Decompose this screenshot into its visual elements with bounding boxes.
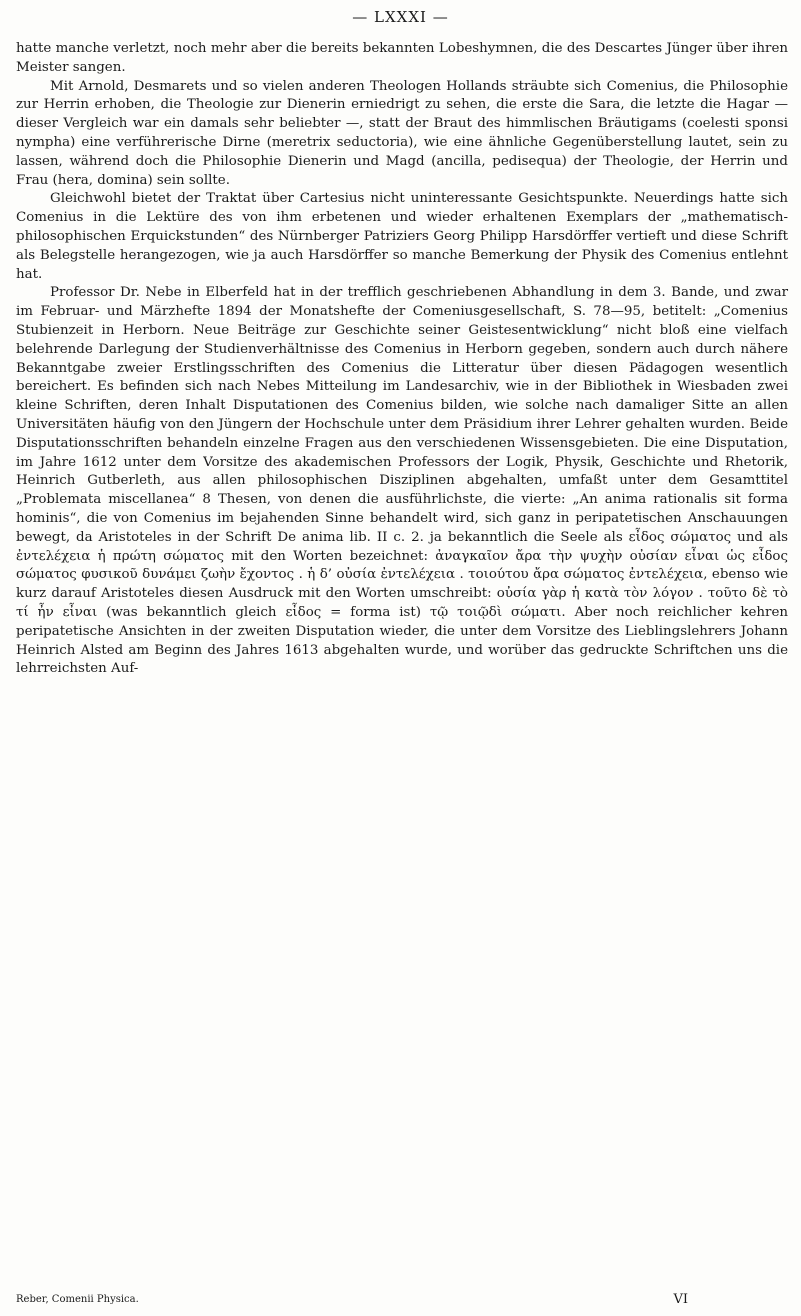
- paragraph: Professor Dr. Nebe in Elberfeld hat in der trefflich geschriebenen Abhandlung in dem 3. Bande, und zwar im Februar- und Märzhefte 1894 der Monatshefte der Comeniusgesellschaft, S. 78—95, betitelt: „Comenius Stubienzeit in Herborn. Neue Beiträge zur Geschichte seiner Geistesentwicklung“ nicht bloß eine vielfach belehrende Darlegung der Studienverhältnisse des Comenius in Herborn gegeben, sondern auch durch nähere Bekanntgabe zweier Erstlingsschriften des Comenius die Litteratur über diesen Pädagogen wesentlich bereichert. Es befinden sich nach Nebes Mitteilung im Landesarchiv, wie in der Bibliothek in Wiesbaden zwei kleine Schriften, deren Inhalt Disputationen des Comenius bilden, wie solche nach damaliger Sitte an allen Universitäten häufig von den Jüngern der Hochschule unter dem Präsidium ihrer Lehrer gehalten wurden. Beide Disputationsschriften behandeln einzelne Fragen aus den verschiedenen Wissensgebieten. Die eine Disputation, im Jahre 1612 unter dem Vorsitze des akademischen Professors der Logik, Physik, Geschichte und Rhetorik, Heinrich Gutberleth, aus allen philosophischen Disziplinen abgehalten, umfaßt unter dem Gesamttitel „Problemata miscellanea“ 8 Thesen, von denen die ausführlichste, die vierte: „An anima rationalis sit forma hominis“, die von Comenius im bejahenden Sinne behandelt wird, sich ganz in peripatetischen Anschauungen bewegt, da Aristoteles in der Schrift De anima lib. II c. 2. ja bekanntlich die Seele als εἶδος σώματος und als ἐντελέχεια ἡ πρώτη σώματος mit den Worten bezeichnet: ἀναγκαῖον ἄρα τὴν ψυχὴν οὐσίαν εἶναι ὡς εἶδος σώματος φυσικοῦ δυνάμει ζωὴν ἔχοντος . ἡ δ’ οὐσία ἐντελέχεια . τοιούτου ἄρα σώματος ἐντελέχεια, ebenso wie kurz darauf Aristoteles diesen Ausdruck mit den Worten umschreibt: οὐσία γὰρ ἡ κατὰ τὸν λόγον . τοῦτο δὲ τὸ τί ἦν εἶναι (was bekanntlich gleich εἶδος = forma ist) τῷ τοιῷδὶ σώματι. Aber noch reichlicher kehren peripatetische Ansichten in der zweiten Disputation wieder, die unter dem Vorsitze des Lieblingslehrers Johann Heinrich Alsted am Beginn des Jahres 1613 abgehalten wurde, und worüber das gedruckte Schriftchen uns die lehrreichsten Auf-: [16, 285, 788, 677]
- sheet-number: VI: [673, 1292, 688, 1307]
- footer-signature: Reber, Comenii Physica.: [16, 1294, 139, 1305]
- body-text: [16, 40, 788, 679]
- paragraph: Mit Arnold, Desmarets und so vielen anderen Theologen Hollands sträubte sich Comenius, die Philosophie zur Herrin erhoben, die Theologie zur Dienerin erniedrigt zu sehen, die erste die Sara, die letzte die Hagar — dieser Vergleich war ein damals sehr beliebter —, statt der Braut des himmlischen Bräutigams (coelesti sponsi nympha) eine verführerische Dirne (meretrix seductoria), wie eine ähnliche Gegenüberstellung lautet, sein zu lassen, während doch die Philosophie Dienerin und Magd (ancilla, pedisequa) der Theologie, der Herrin und Frau (hera, domina) sein sollte.: [16, 78, 788, 188]
- paragraph: Gleichwohl bietet der Traktat über Cartesius nicht uninteressante Gesichtspunkte. Neuerdings hatte sich Comenius in die Lektüre des von ihm erbetenen und wieder erhaltenen Exemplars der „mathematisch-philosophischen Erquickstunden“ des Nürnberger Patriziers Georg Philipp Harsdörffer vertieft und diese Schrift als Belegstelle herangezogen, wie ja auch Harsdörffer so manche Bemerkung der Physik des Comenius entlehnt hat.: [16, 191, 788, 282]
- page-header: — LXXXI —: [352, 8, 449, 26]
- paragraph: hatte manche verletzt, noch mehr aber die bereits bekannten Lobeshymnen, die des Descartes Jünger über ihren Meister sangen.: [16, 41, 788, 75]
